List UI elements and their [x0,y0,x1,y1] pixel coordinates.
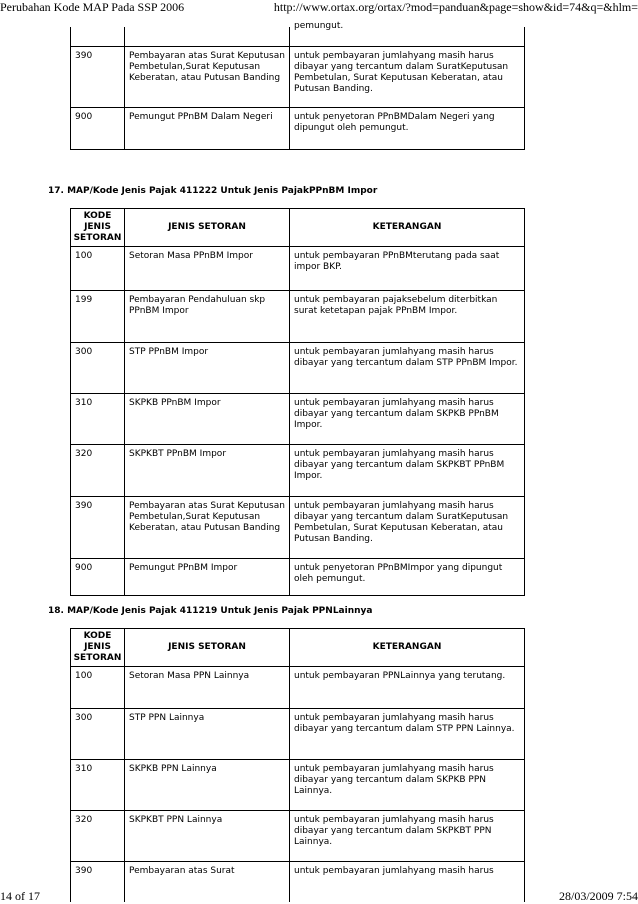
cell-keterangan: untuk pembayaran jumlahyang masih harus dibayar yang tercantum dalam SKPKBT PPN Lainnya. [290,811,525,862]
section-18-title: 18. MAP/Kode Jenis Pajak 411219 Untuk Jenis Pajak PPNLainnya [48,606,373,616]
table-row [71,811,525,862]
print-datetime: 28/03/2009 7:54 [558,889,638,903]
cell-kode: 390 [71,46,125,107]
cell-jenis: Pembayaran atas Surat [125,862,290,902]
browser-print-title: Perubahan Kode MAP Pada SSP 2006 [0,0,185,14]
header-kode-jenis-setoran: KODE JENIS SETORAN [71,629,125,667]
browser-print-url: http://www.ortax.org/ortax/?mod=panduan&page=show&id=74&q=&hlm= [273,0,638,14]
cell-keterangan: untuk pembayaran pajaksebelum diterbitkan surat ketetapan pajak PPnBM Impor. [290,291,525,343]
cell-jenis: SKPKB PPN Lainnya [125,760,290,811]
cell-kode: 100 [71,667,125,709]
cell-kode: 390 [71,862,125,902]
cell-kode: 310 [71,394,125,445]
cell-kode: 320 [71,445,125,497]
table-row [71,760,525,811]
cell-jenis: STP PPnBM Impor [125,343,290,394]
header-keterangan: KETERANGAN [290,209,525,247]
cell-jenis: SKPKB PPnBM Impor [125,394,290,445]
cell-jenis: Pemungut PPnBM Impor [125,559,290,596]
header-jenis-setoran: JENIS SETORAN [125,629,290,667]
section-17-title: 17. MAP/Kode Jenis Pajak 411222 Untuk Jenis PajakPPnBM Impor [48,186,378,196]
cell-jenis: Pemungut PPnBM Dalam Negeri [125,107,290,149]
cell-keterangan: pemungut. [290,27,525,46]
cell-keterangan: untuk pembayaran PPnBMterutang pada saat impor BKP. [290,247,525,291]
cell-kode: 320 [71,811,125,862]
cell-kode: 310 [71,760,125,811]
cell-kode: 300 [71,709,125,760]
cell-keterangan: untuk pembayaran jumlahyang masih harus dibayar yang tercantum dalam STP PPnBM Impor. [290,343,525,394]
cell-jenis: Pembayaran atas Surat Keputusan Pembetulan,Surat Keputusan Keberatan, atau Putusan Banding [125,46,290,107]
cell-keterangan: untuk pembayaran jumlahyang masih harus dibayar yang tercantum dalam SKPKB PPnBM Impor. [290,394,525,445]
cell-keterangan: untuk pembayaran jumlahyang masih harus dibayar yang tercantum dalam SKPKBT PPnBM Impor. [290,445,525,497]
table-row [71,862,525,902]
header-keterangan: KETERANGAN [290,629,525,667]
cell-keterangan: untuk penyetoran PPnBMDalam Negeri yang dipungut oleh pemungut. [290,107,525,149]
cell-kode: 900 [71,107,125,149]
cell-jenis: Setoran Masa PPN Lainnya [125,667,290,709]
cell-kode: 390 [71,497,125,559]
cell-keterangan: untuk penyetoran PPnBMImpor yang dipungut oleh pemungut. [290,559,525,596]
cell-kode: 900 [71,559,125,596]
cell-jenis: STP PPN Lainnya [125,709,290,760]
cell-keterangan: untuk pembayaran PPNLainnya yang terutang. [290,667,525,709]
header-jenis-setoran: JENIS SETORAN [125,209,290,247]
page-counter: 14 of 17 [0,889,40,903]
cell-keterangan: untuk pembayaran jumlahyang masih harus dibayar yang tercantum dalam STP PPN Lainnya. [290,709,525,760]
table-row [71,667,525,709]
ppn-lainnya-table [70,628,525,902]
cell-kode: 199 [71,291,125,343]
cell-kode: 100 [71,247,125,291]
cell-jenis: Pembayaran atas Surat Keputusan Pembetulan,Surat Keputusan Keberatan, atau Putusan Banding [125,497,290,559]
table-header-row [71,629,525,667]
cell-keterangan: untuk pembayaran jumlahyang masih harus [290,862,525,902]
cell-jenis: SKPKBT PPN Lainnya [125,811,290,862]
cell-kode: 300 [71,343,125,394]
cell-jenis: SKPKBT PPnBM Impor [125,445,290,497]
cell-jenis: Setoran Masa PPnBM Impor [125,247,290,291]
cell-keterangan: untuk pembayaran jumlahyang masih harus dibayar yang tercantum dalam SKPKB PPN Lainnya. [290,760,525,811]
cell-keterangan: untuk pembayaran jumlahyang masih harus dibayar yang tercantum dalam SuratKeputusan Pembetulan, Surat Keputusan Keberatan, atau Putusan Banding. [290,497,525,559]
header-kode-jenis-setoran: KODE JENIS SETORAN [71,209,125,247]
table-row [71,709,525,760]
cell-keterangan: untuk pembayaran jumlahyang masih harus dibayar yang tercantum dalam SuratKeputusan Pembetulan, Surat Keputusan Keberatan, atau Putusan Banding. [290,46,525,107]
cell-jenis: Pembayaran Pendahuluan skp PPnBM Impor [125,291,290,343]
